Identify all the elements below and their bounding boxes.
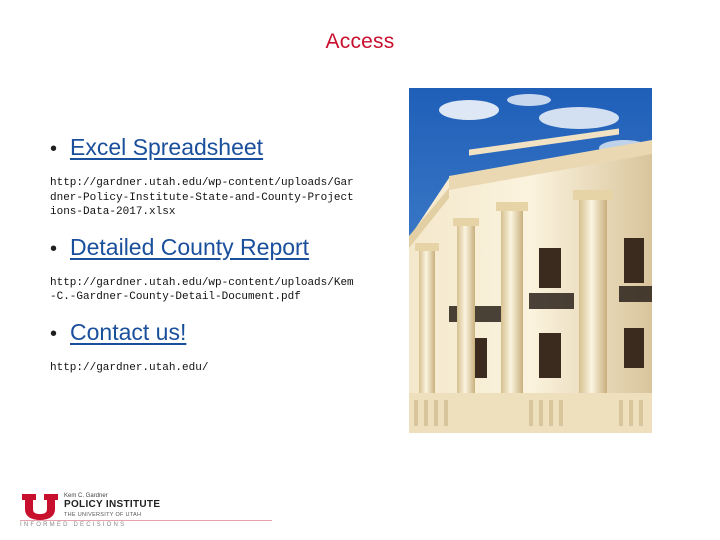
bullet-icon: • bbox=[50, 237, 58, 260]
county-report-link[interactable]: Detailed County Report bbox=[70, 233, 310, 260]
slide-title: Access bbox=[325, 30, 395, 53]
bullet-icon: • bbox=[50, 322, 58, 345]
logo-tagline: INFORMED DECISIONS bbox=[20, 522, 127, 528]
logo-name: POLICY INSTITUTE bbox=[64, 499, 161, 510]
contact-link[interactable]: Contact us! bbox=[70, 318, 187, 345]
bullet-icon: • bbox=[50, 138, 58, 160]
policy-institute-logo bbox=[20, 492, 280, 532]
excel-spreadsheet-link[interactable]: Excel Spreadsheet bbox=[70, 134, 264, 160]
link-url: http://gardner.utah.edu/ bbox=[50, 361, 209, 374]
list-item bbox=[50, 232, 395, 305]
access-links-list bbox=[50, 132, 395, 375]
building-photo bbox=[409, 88, 652, 433]
logo-divider bbox=[20, 520, 272, 521]
logo-small-name: Kem C. Gardner bbox=[64, 493, 108, 499]
list-item bbox=[50, 132, 395, 220]
list-item bbox=[50, 317, 395, 376]
logo-university: THE UNIVERSITY OF UTAH bbox=[64, 512, 142, 518]
link-url: http://gardner.utah.edu/wp-content/uploads/Gardner-Policy-Institute-State-and-County-Projections-Data-2017.xlsx bbox=[50, 177, 354, 218]
university-u-icon bbox=[20, 492, 60, 520]
link-url: http://gardner.utah.edu/wp-content/uploads/Kem-C.-Gardner-County-Detail-Document.pdf bbox=[50, 276, 354, 303]
